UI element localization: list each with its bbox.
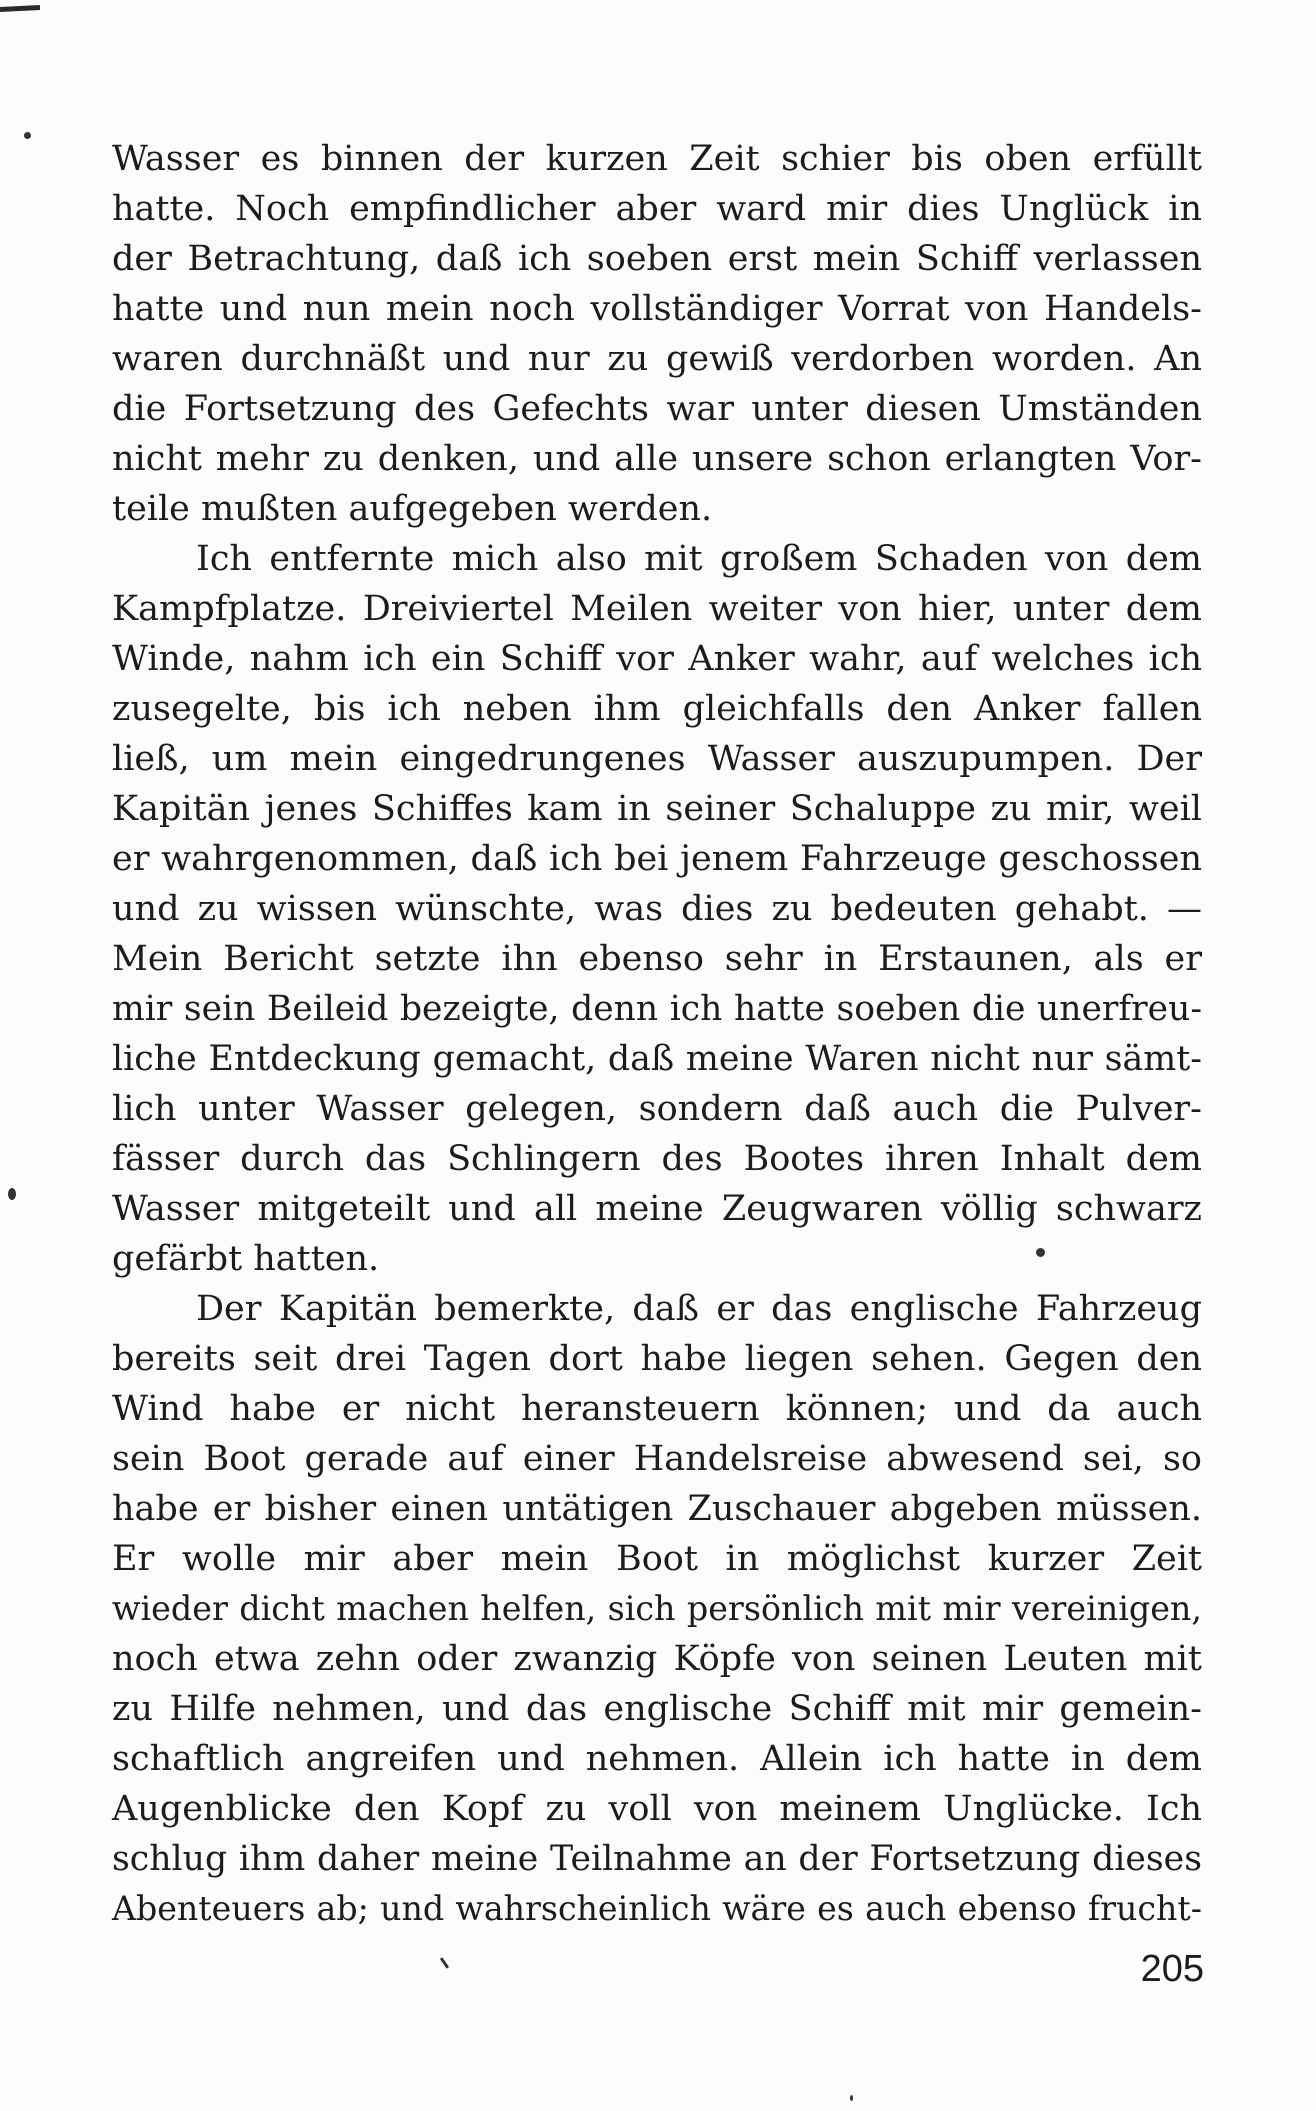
text-line: habe er bisher einen untätigen Zuschauer abgeben müssen. <box>112 1489 1202 1529</box>
scan-artifact <box>0 5 40 12</box>
text-line: Wasser mitgeteilt und all meine Zeugwaren völlig schwarz <box>112 1189 1202 1229</box>
text-line: mir sein Beileid bezeigte, denn ich hatte soeben die unerfreu- <box>112 989 1202 1029</box>
text-line: noch etwa zehn oder zwanzig Köpfe von seinen Leuten mit <box>112 1639 1202 1679</box>
text-line: zusegelte, bis ich neben ihm gleichfalls den Anker fallen <box>112 689 1202 729</box>
text-line: und zu wissen wünschte, was dies zu bedeuten gehabt. — <box>112 889 1202 929</box>
text-line: lich unter Wasser gelegen, sondern daß auch die Pulver- <box>112 1089 1202 1129</box>
text-line: Winde, nahm ich ein Schiff vor Anker wahr, auf welches ich <box>112 639 1202 679</box>
scan-speck <box>850 2095 853 2101</box>
scan-speck <box>440 1957 449 1969</box>
text-line: ließ, um mein eingedrungenes Wasser auszupumpen. Der <box>112 739 1202 779</box>
page-number: 205 <box>1140 1948 1204 1990</box>
scan-speck <box>8 1188 16 1200</box>
scan-speck <box>24 132 31 139</box>
text-line: Augenblicke den Kopf zu voll von meinem Unglücke. Ich <box>112 1789 1202 1829</box>
text-line: bereits seit drei Tagen dort habe liegen sehen. Gegen den <box>112 1339 1202 1379</box>
text-line: Wasser es binnen der kurzen Zeit schier bis oben erfüllt <box>112 139 1202 179</box>
text-line: der Betrachtung, daß ich soeben erst mein Schiff verlassen <box>112 239 1202 279</box>
text-line: hatte. Noch empfindlicher aber ward mir dies Unglück in <box>112 189 1202 229</box>
text-line: Er wolle mir aber mein Boot in möglichst kurzer Zeit <box>112 1539 1202 1579</box>
text-line: Kampfplatze. Dreiviertel Meilen weiter von hier, unter dem <box>112 589 1202 629</box>
text-line: teile mußten aufgegeben werden. <box>112 489 713 529</box>
text-line: zu Hilfe nehmen, und das englische Schiff mit mir gemein- <box>112 1689 1202 1729</box>
text-line: er wahrgenommen, daß ich bei jenem Fahrzeuge geschossen <box>112 839 1202 879</box>
text-line: Der Kapitän bemerkte, daß er das englische Fahrzeug <box>196 1289 1202 1329</box>
text-line: hatte und nun mein noch vollständiger Vorrat von Handels- <box>112 289 1202 329</box>
text-line: schaftlich angreifen und nehmen. Allein ich hatte in dem <box>112 1739 1202 1779</box>
text-line: liche Entdeckung gemacht, daß meine Waren nicht nur sämt- <box>112 1039 1202 1079</box>
text-line: gefärbt hatten. <box>112 1239 380 1279</box>
text-line: wieder dicht machen helfen, sich persönlich mit mir vereinigen, <box>112 1589 1202 1628</box>
text-line: nicht mehr zu denken, und alle unsere schon erlangten Vor- <box>112 439 1202 479</box>
text-line: die Fortsetzung des Gefechts war unter diesen Umständen <box>112 389 1202 429</box>
text-line: waren durchnäßt und nur zu gewiß verdorben worden. An <box>112 339 1202 379</box>
text-line: Ich entfernte mich also mit großem Schaden von dem <box>196 539 1202 579</box>
text-line: Wind habe er nicht heransteuern können; und da auch <box>112 1389 1202 1429</box>
text-line: Mein Bericht setzte ihn ebenso sehr in Erstaunen, als er <box>112 939 1202 979</box>
text-line: fässer durch das Schlingern des Bootes ihren Inhalt dem <box>112 1139 1202 1179</box>
body-text <box>112 134 1202 1934</box>
text-line: sein Boot gerade auf einer Handelsreise abwesend sei, so <box>112 1439 1202 1479</box>
text-line: Kapitän jenes Schiffes kam in seiner Schaluppe zu mir, weil <box>112 789 1202 829</box>
text-line: Abenteuers ab; und wahrscheinlich wäre es auch ebenso frucht- <box>112 1889 1202 1928</box>
text-line: schlug ihm daher meine Teilnahme an der Fortsetzung dieses <box>112 1839 1202 1879</box>
